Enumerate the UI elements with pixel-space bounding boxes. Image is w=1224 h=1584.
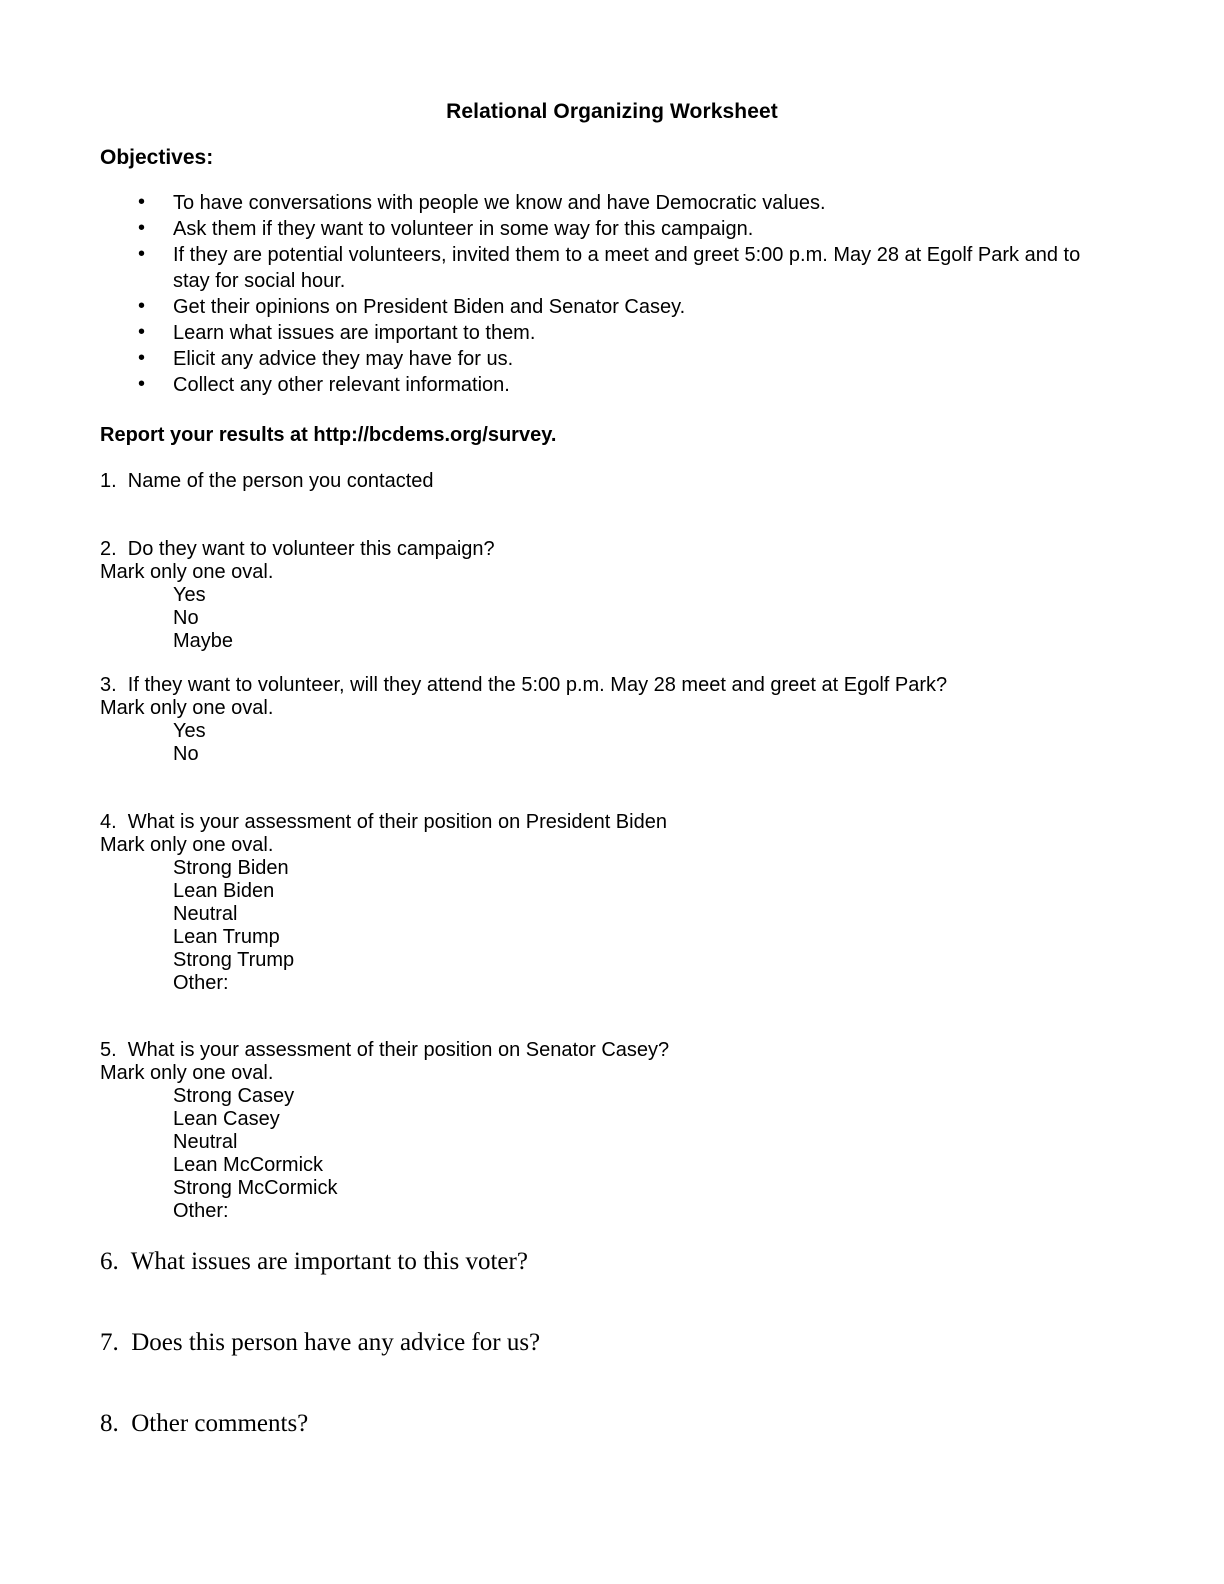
- option-item[interactable]: Strong McCormick: [173, 1177, 338, 1199]
- bullet-icon: •: [138, 295, 146, 317]
- question-2-prompt: 2. Do they want to volunteer this campaign?: [100, 538, 495, 560]
- objective-item: [100, 320, 1090, 346]
- option-item[interactable]: Strong Casey: [173, 1085, 295, 1107]
- objective-item: [100, 190, 1090, 216]
- question-5: [100, 1039, 669, 1223]
- question-1-prompt: 1. Name of the person you contacted: [100, 470, 434, 492]
- bullet-icon: •: [138, 321, 146, 343]
- question-6: 6. What issues are important to this voter?: [100, 1248, 528, 1275]
- objective-text: To have conversations with people we know and have Democratic values.: [173, 192, 826, 214]
- bullet-icon: •: [138, 373, 146, 395]
- option-item[interactable]: Neutral: [173, 1131, 238, 1153]
- bullet-icon: •: [138, 243, 146, 265]
- question-4-options: [100, 857, 667, 995]
- bullet-icon: •: [138, 191, 146, 213]
- objective-text: Elicit any advice they may have for us.: [173, 348, 514, 370]
- report-results-line: Report your results at http://bcdems.org/survey.: [100, 424, 557, 446]
- option-item[interactable]: Other:: [173, 1200, 229, 1222]
- bullet-icon: •: [138, 217, 146, 239]
- objectives-list: [100, 190, 1090, 398]
- option-item[interactable]: Lean Trump: [173, 926, 280, 948]
- option-item[interactable]: Strong Trump: [173, 949, 295, 971]
- option-item[interactable]: Neutral: [173, 903, 238, 925]
- option-item[interactable]: Yes: [173, 584, 206, 606]
- objective-text: Get their opinions on President Biden and Senator Casey.: [173, 296, 686, 318]
- question-4-instruction: Mark only one oval.: [100, 834, 274, 856]
- question-1: [100, 470, 434, 493]
- objective-item: [100, 294, 1090, 320]
- question-7: 7. Does this person have any advice for us?: [100, 1329, 541, 1356]
- objective-text: Ask them if they want to volunteer in some way for this campaign.: [173, 218, 754, 240]
- question-3-options: [100, 720, 947, 766]
- option-item[interactable]: No: [173, 743, 199, 765]
- question-5-prompt: 5. What is your assessment of their position on Senator Casey?: [100, 1039, 670, 1061]
- question-4: [100, 811, 667, 995]
- question-2: [100, 538, 495, 653]
- option-item[interactable]: Maybe: [173, 630, 234, 652]
- objective-item: [100, 346, 1090, 372]
- question-8: 8. Other comments?: [100, 1410, 309, 1437]
- option-item[interactable]: Yes: [173, 720, 206, 742]
- question-3-prompt: 3. If they want to volunteer, will they attend the 5:00 p.m. May 28 meet and greet at Egolf Park?: [100, 674, 948, 696]
- question-5-instruction: Mark only one oval.: [100, 1062, 274, 1084]
- option-item[interactable]: Lean McCormick: [173, 1154, 324, 1176]
- bullet-icon: •: [138, 347, 146, 369]
- question-5-options: [100, 1085, 669, 1223]
- option-item[interactable]: No: [173, 607, 199, 629]
- option-item[interactable]: Other:: [173, 972, 229, 994]
- objective-item: [100, 216, 1090, 242]
- question-3-instruction: Mark only one oval.: [100, 697, 274, 719]
- page-title: Relational Organizing Worksheet: [446, 100, 778, 123]
- objective-text: If they are potential volunteers, invited them to a meet and greet 5:00 p.m. May 28 at Egolf Park and to stay for social hour.: [173, 244, 1081, 292]
- objective-item: [100, 372, 1090, 398]
- question-4-prompt: 4. What is your assessment of their position on President Biden: [100, 811, 667, 833]
- question-3: [100, 674, 947, 766]
- question-2-instruction: Mark only one oval.: [100, 561, 274, 583]
- option-item[interactable]: Lean Biden: [173, 880, 275, 902]
- option-item[interactable]: Strong Biden: [173, 857, 289, 879]
- option-item[interactable]: Lean Casey: [173, 1108, 280, 1130]
- objective-text: Collect any other relevant information.: [173, 374, 510, 396]
- question-2-options: [100, 584, 495, 653]
- objective-text: Learn what issues are important to them.: [173, 322, 536, 344]
- objectives-heading: Objectives:: [100, 146, 214, 169]
- objective-item: [100, 242, 1090, 294]
